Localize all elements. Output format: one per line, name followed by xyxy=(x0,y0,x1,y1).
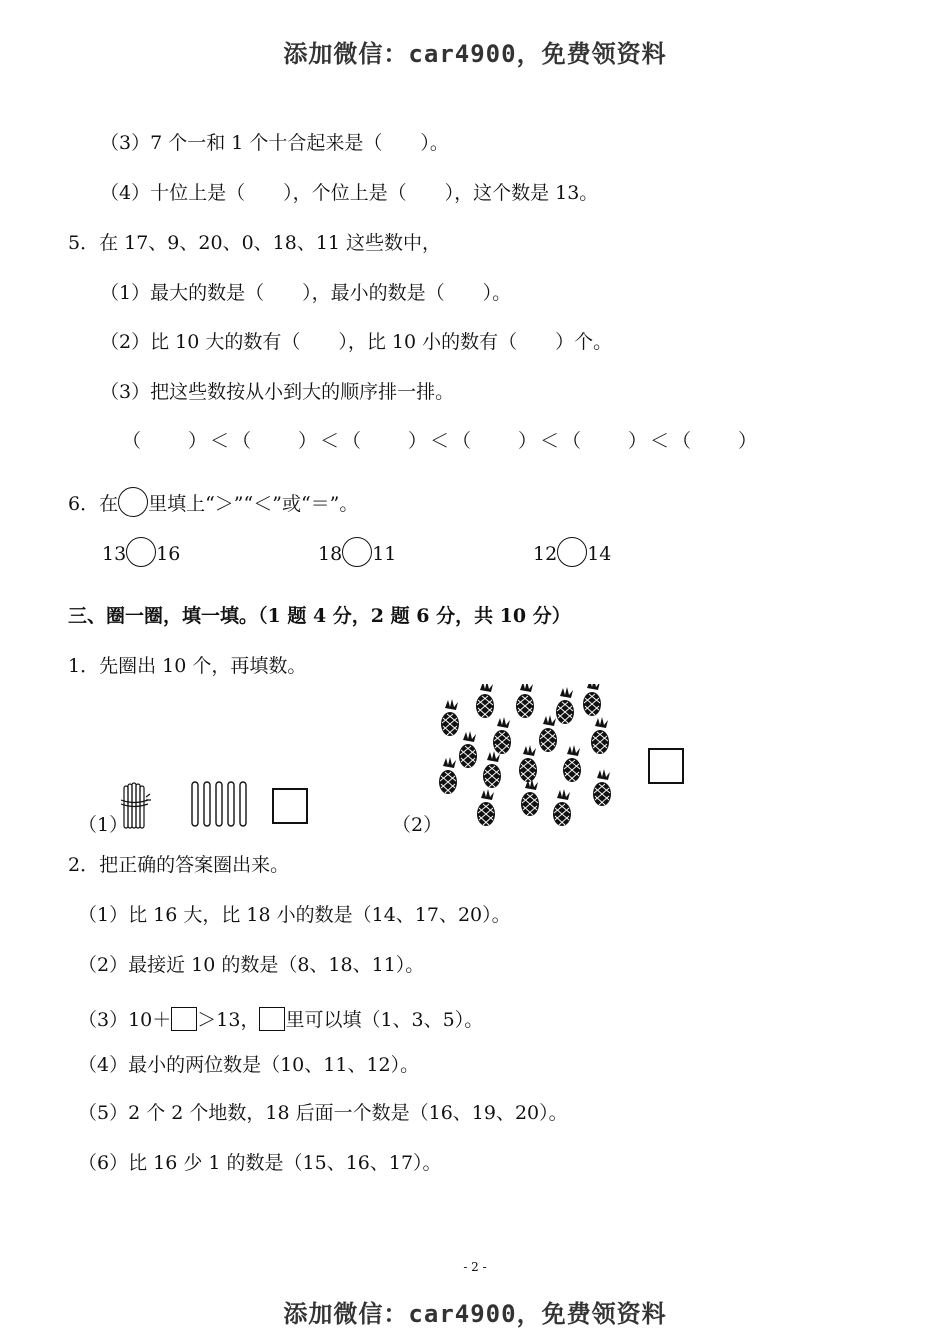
pineapple-icon[interactable] xyxy=(556,687,574,724)
pineapple-icon[interactable] xyxy=(459,731,477,768)
pineapple-icon[interactable] xyxy=(439,757,457,794)
s3-q2-item2: （2）最接近 10 的数是（8、18、11）。 xyxy=(78,954,425,976)
s3-q2-item4: （4）最小的两位数是（10、11、12）。 xyxy=(78,1054,420,1076)
q5-order-row: （ ）＜（ ）＜（ ）＜（ ）＜（ ）＜（ ） xyxy=(122,430,761,452)
item3-part-c: 里可以填（1、3、5）。 xyxy=(285,1009,484,1031)
q6-stem-a: 6．在 xyxy=(68,493,119,515)
blank-box[interactable] xyxy=(171,1007,197,1031)
watermark-bottom: 添加微信：car4900，免费领资料 xyxy=(283,1300,667,1328)
pineapple-icon[interactable] xyxy=(553,789,571,826)
q4-item3: （3）7 个一和 1 个十合起来是（ ）。 xyxy=(100,132,449,154)
q5-stem: 5．在 17、9、20、0、18、11 这些数中， xyxy=(68,232,442,254)
pineapple-icon[interactable] xyxy=(493,717,511,754)
item3-part-b: ＞13， xyxy=(197,1009,260,1031)
answer-box-2[interactable] xyxy=(648,748,684,784)
s3-q2-item3 xyxy=(78,1007,483,1032)
s3-q2-item1: （1）比 16 大，比 18 小的数是（14、17、20）。 xyxy=(78,904,511,926)
s3-q1-label2: （2） xyxy=(392,814,443,836)
q5-item1: （1）最大的数是（ ），最小的数是（ ）。 xyxy=(100,282,512,304)
pineapple-icon[interactable] xyxy=(539,715,557,752)
q5-item3: （3）把这些数按从小到大的顺序排一排。 xyxy=(100,381,455,403)
q4-item4: （4）十位上是（ ），个位上是（ ），这个数是 13。 xyxy=(100,182,599,204)
pineapple-icon[interactable] xyxy=(563,745,581,782)
watermark-top: 添加微信：car4900，免费领资料 xyxy=(283,40,667,68)
s3-q1-stem: 1．先圈出 10 个，再填数。 xyxy=(68,655,307,677)
s3-q2-stem: 2．把正确的答案圈出来。 xyxy=(68,854,290,876)
compare-circle-icon[interactable] xyxy=(342,537,372,567)
pineapple-icon[interactable] xyxy=(593,769,611,806)
section3-title: 三、圈一圈，填一填。（1 题 4 分，2 题 6 分，共 10 分） xyxy=(68,605,571,627)
bundle-of-ten-sticks-icon xyxy=(118,780,152,832)
q6-pair-left: 12 xyxy=(533,543,558,565)
s3-q2-item5: （5）2 个 2 个地数，18 后面一个数是（16、19、20）。 xyxy=(78,1102,568,1124)
q6-stem xyxy=(68,487,358,517)
pineapple-icon[interactable] xyxy=(477,789,495,826)
pineapple-icon[interactable] xyxy=(583,684,601,716)
pineapple-icon[interactable] xyxy=(519,745,537,782)
q6-pair-1 xyxy=(102,537,180,567)
pineapple-icon[interactable] xyxy=(521,779,539,816)
q6-pair-3 xyxy=(533,537,611,567)
pineapple-icon[interactable] xyxy=(516,684,534,718)
q6-pair-right: 16 xyxy=(156,543,181,565)
pineapple-icon[interactable] xyxy=(591,717,609,754)
page-number: - 2 - xyxy=(463,1260,487,1274)
item3-part-a: （3）10＋ xyxy=(78,1009,172,1031)
answer-box-1[interactable] xyxy=(272,788,308,824)
q6-pair-left: 18 xyxy=(318,543,343,565)
pineapple-icon[interactable] xyxy=(476,684,494,718)
pineapples-group xyxy=(430,684,630,834)
pineapple-icon[interactable] xyxy=(441,699,459,736)
compare-circle-icon[interactable] xyxy=(126,537,156,567)
s3-q1-label1: （1） xyxy=(78,814,129,836)
compare-circle-icon xyxy=(118,487,148,517)
compare-circle-icon[interactable] xyxy=(557,537,587,567)
five-sticks-icon xyxy=(190,780,252,830)
q6-pair-left: 13 xyxy=(102,543,127,565)
q5-item2: （2）比 10 大的数有（ ），比 10 小的数有（ ）个。 xyxy=(100,331,613,353)
q6-pair-right: 14 xyxy=(587,543,612,565)
pineapple-icon[interactable] xyxy=(483,751,501,788)
q6-pair-2 xyxy=(318,537,396,567)
s3-q2-item6: （6）比 16 少 1 的数是（15、16、17）。 xyxy=(78,1152,442,1174)
q6-pair-right: 11 xyxy=(372,543,397,565)
blank-box[interactable] xyxy=(259,1007,285,1031)
q6-stem-b: 里填上“＞”“＜”或“＝”。 xyxy=(148,493,359,515)
